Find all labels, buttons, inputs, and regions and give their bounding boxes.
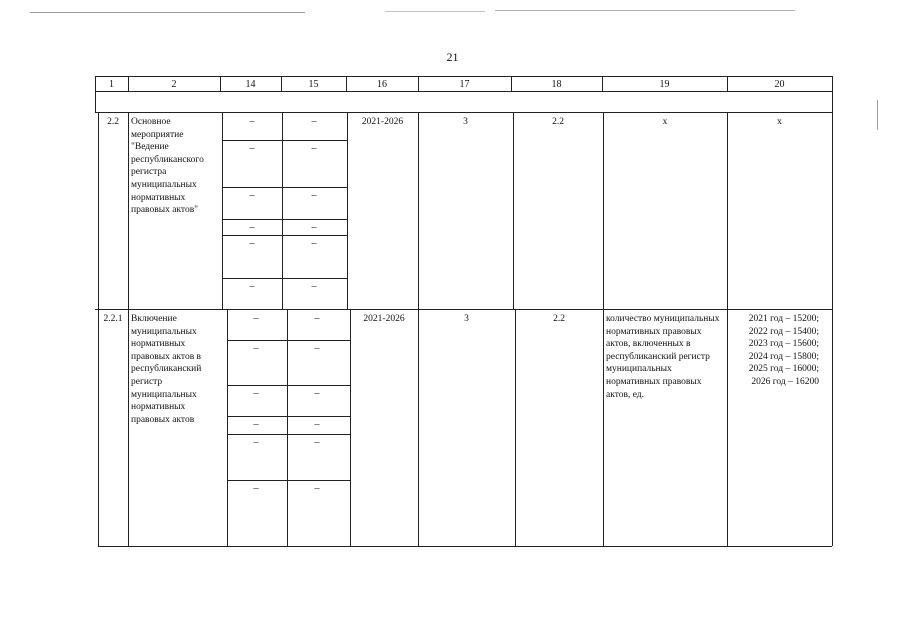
body-col-line <box>222 112 223 309</box>
dash-cell: – <box>253 437 259 448</box>
dash-cell: – <box>249 222 255 233</box>
target-value-line: 2021 год – 15200; <box>748 314 819 324</box>
header-cell: 17 <box>459 79 470 90</box>
dash-cell: – <box>253 343 259 354</box>
dash-cell: – <box>311 143 317 154</box>
row-separator <box>95 112 832 113</box>
dash-cell: – <box>249 116 255 127</box>
header-cell: 1 <box>109 79 114 90</box>
subrow-line <box>222 219 347 220</box>
subrow-line <box>227 340 350 341</box>
indicator-cell: х <box>662 117 668 127</box>
dash-cell: – <box>314 437 320 448</box>
indicator-cell: количество муниципальных нормативных правовых актов, включенных в республиканский регистр муниципальных нормативных правовых актов, ед. <box>606 314 720 400</box>
body-col-line <box>515 309 516 546</box>
body-col-line <box>227 309 228 546</box>
dash-cell: – <box>249 190 255 201</box>
subrow-line <box>227 385 350 386</box>
col17-cell: 3 <box>463 117 468 127</box>
subrow-line <box>222 278 347 279</box>
subrow-line <box>227 434 350 435</box>
target-value-line: 2023 год – 15600; <box>748 339 819 350</box>
header-cell: 16 <box>377 79 387 90</box>
dash-cell: – <box>249 143 255 154</box>
body-col-line <box>418 112 419 546</box>
dash-cell: – <box>314 419 320 430</box>
body-col-line <box>603 112 604 546</box>
dash-cell: – <box>249 281 255 292</box>
dash-cell: – <box>314 388 320 399</box>
target-value-line: 2024 год – 15800; <box>748 351 819 362</box>
header-bottom-line <box>95 91 832 92</box>
body-col-line <box>282 112 283 309</box>
dash-cell: – <box>249 238 255 249</box>
col18-cell: 2.2 <box>552 117 564 127</box>
dash-cell: – <box>311 190 317 201</box>
row-name: Включение муниципальных нормативных правовых актов в республиканский регистр муниципальных нормативных правовых актов <box>131 314 202 425</box>
subrow-line <box>222 140 347 141</box>
header-cell: 18 <box>551 79 562 90</box>
dash-cell: – <box>314 483 320 494</box>
header-cell: 19 <box>659 79 670 90</box>
header-cell: 2 <box>171 79 177 90</box>
table-border-top <box>95 76 832 77</box>
body-col-line <box>128 112 129 546</box>
period-cell: 2021-2026 <box>363 314 405 324</box>
subrow-line <box>227 416 350 417</box>
header-cell: 15 <box>308 79 319 90</box>
period-cell: 2021-2026 <box>361 117 404 127</box>
col18-cell: 2.2 <box>553 314 565 324</box>
target-values-cell <box>727 313 819 389</box>
header-cell: 14 <box>245 79 256 90</box>
target-value-line: 2026 год – 16200 <box>751 376 819 387</box>
dash-cell: – <box>253 313 259 324</box>
dash-cell: – <box>311 222 317 233</box>
dash-cell: – <box>314 343 320 354</box>
subrow-line <box>222 235 347 236</box>
row-number: 2.2 <box>107 117 119 127</box>
dash-cell: – <box>311 116 317 127</box>
dash-cell: – <box>311 238 317 249</box>
dash-cell: – <box>314 313 320 324</box>
target-values-cell: х <box>777 117 782 127</box>
dash-cell: – <box>311 281 317 292</box>
row-number: 2.2.1 <box>103 314 123 324</box>
target-value-line: 2025 год – 16000; <box>748 364 819 375</box>
body-col-line <box>513 112 514 309</box>
dash-cell: – <box>253 388 259 399</box>
body-col-line <box>287 309 288 546</box>
page-number: 21 <box>446 50 459 64</box>
row-name: Основное мероприятие "Ведение республиканского регистра муниципальных нормативных правовых актов" <box>131 117 204 216</box>
body-col-line <box>98 112 99 546</box>
body-col-line <box>347 112 348 309</box>
header-col-line <box>832 76 833 546</box>
table-border-bottom <box>98 546 832 547</box>
col17-cell: 3 <box>464 314 469 324</box>
dash-cell: – <box>253 419 259 430</box>
row-separator <box>95 309 832 310</box>
body-col-line <box>350 309 351 546</box>
header-cell: 20 <box>774 79 785 90</box>
subrow-line <box>222 187 347 188</box>
subrow-line <box>227 480 350 481</box>
target-value-line: 2022 год – 15400; <box>748 326 819 337</box>
dash-cell: – <box>253 483 259 494</box>
